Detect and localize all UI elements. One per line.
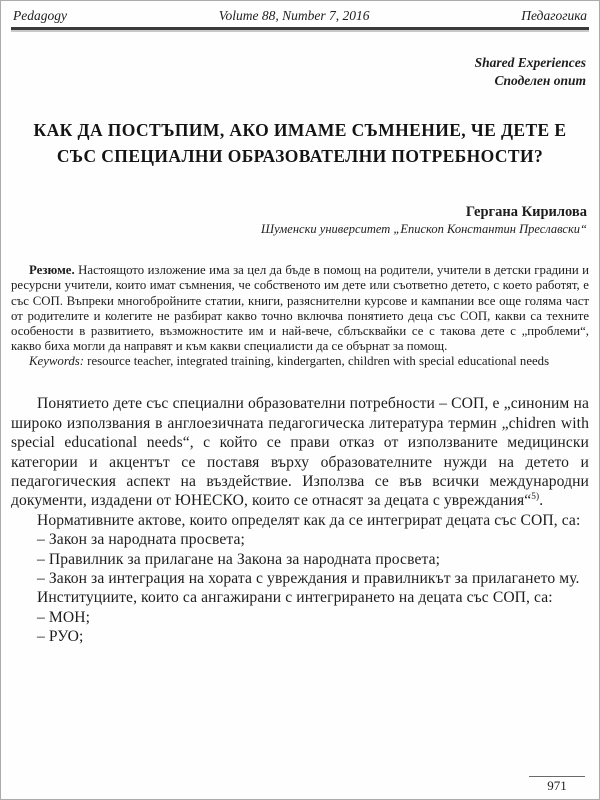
- running-head-center: Volume 88, Number 7, 2016: [218, 8, 370, 23]
- body-paragraph-tail: .: [539, 492, 544, 510]
- body-paragraph-text: Понятието дете със специални образователни потребности – СОП, е „синоним на широко използвания в англоезичната педагогическа литература термин „chidren with special educational needs“, с който се прави отказ от използваните медицински категории и акцентът се поставя върху образователните нужди на детето и педагогическия аспект на въздействие. Използва се във всички международни документи, издадени от ЮНЕСКО, които се отнасят за децата с увреждания“: [11, 395, 589, 510]
- body-paragraph: [11, 394, 589, 510]
- header-rule: [11, 27, 589, 32]
- body-list-item: – Закон за интеграция на хората с увреждания и правилникът за прилагането му.: [37, 569, 580, 587]
- body-list-item: – МОН;: [37, 608, 91, 626]
- keywords-label: Keywords:: [29, 354, 84, 369]
- author-name: Гергана Кирилова: [465, 204, 587, 221]
- body-list-item: – РУО;: [37, 628, 84, 646]
- body-list-item: – Закон за народната просвета;: [37, 531, 245, 549]
- abstract-block: [11, 263, 589, 369]
- keywords-paragraph: [11, 354, 589, 369]
- section-label-bg: Споделен опит: [494, 73, 586, 89]
- article-title: КАК ДА ПОСТЪПИМ, АКО ИМАМЕ СЪМНЕНИЕ, ЧЕ ДЕТЕ Е СЪС СПЕЦИАЛНИ ОБРАЗОВАТЕЛНИ ПОТРЕБНОСТИ?: [33, 120, 567, 167]
- body-paragraph: Нормативните актове, които определят как да се интегрират децата със СОП, са:: [37, 511, 581, 529]
- author-block: [11, 204, 589, 237]
- page-number: 971: [529, 776, 585, 794]
- abstract-text: Настоящото изложение има за цел да бъде в помощ на родители, учители в детски градини и ресурсни учители, които имат съмнения, че собственото им дете или съответно детето, с което работят, е със СОП. Въпреки многобройните статии, книги, разяснителни курсове и кампании все още голяма част от родителите и колегите не разбират какво точно включва понятието деца със СОП, какви са техните особености в развитието, възможностите им и най-вече, сблъсквайки се с такова дете с „проблеми“, какво биха могли да направят и към какви специалисти да се обърнат за помощ.: [11, 263, 589, 353]
- footnote-reference: 5): [531, 492, 540, 503]
- article-body: [11, 394, 589, 646]
- section-label: [11, 54, 589, 90]
- abstract-label: Резюме.: [29, 263, 75, 278]
- body-paragraph: Институциите, които са ангажирани с интегрирането на децата със СОП, са:: [37, 589, 553, 607]
- body-list-item: – Правилник за прилагане на Закона за народната просвета;: [37, 550, 441, 568]
- keywords-text: resource teacher, integrated training, kindergarten, children with special educational needs: [83, 354, 550, 369]
- running-head: [11, 8, 589, 24]
- section-label-en: Shared Experiences: [474, 55, 586, 70]
- author-affiliation: Шуменски университет „Епископ Константин Преславски“: [261, 222, 587, 237]
- abstract-paragraph: [11, 263, 589, 354]
- running-head-right: Педагогика: [521, 8, 587, 23]
- running-head-left: Pedagogy: [13, 8, 67, 23]
